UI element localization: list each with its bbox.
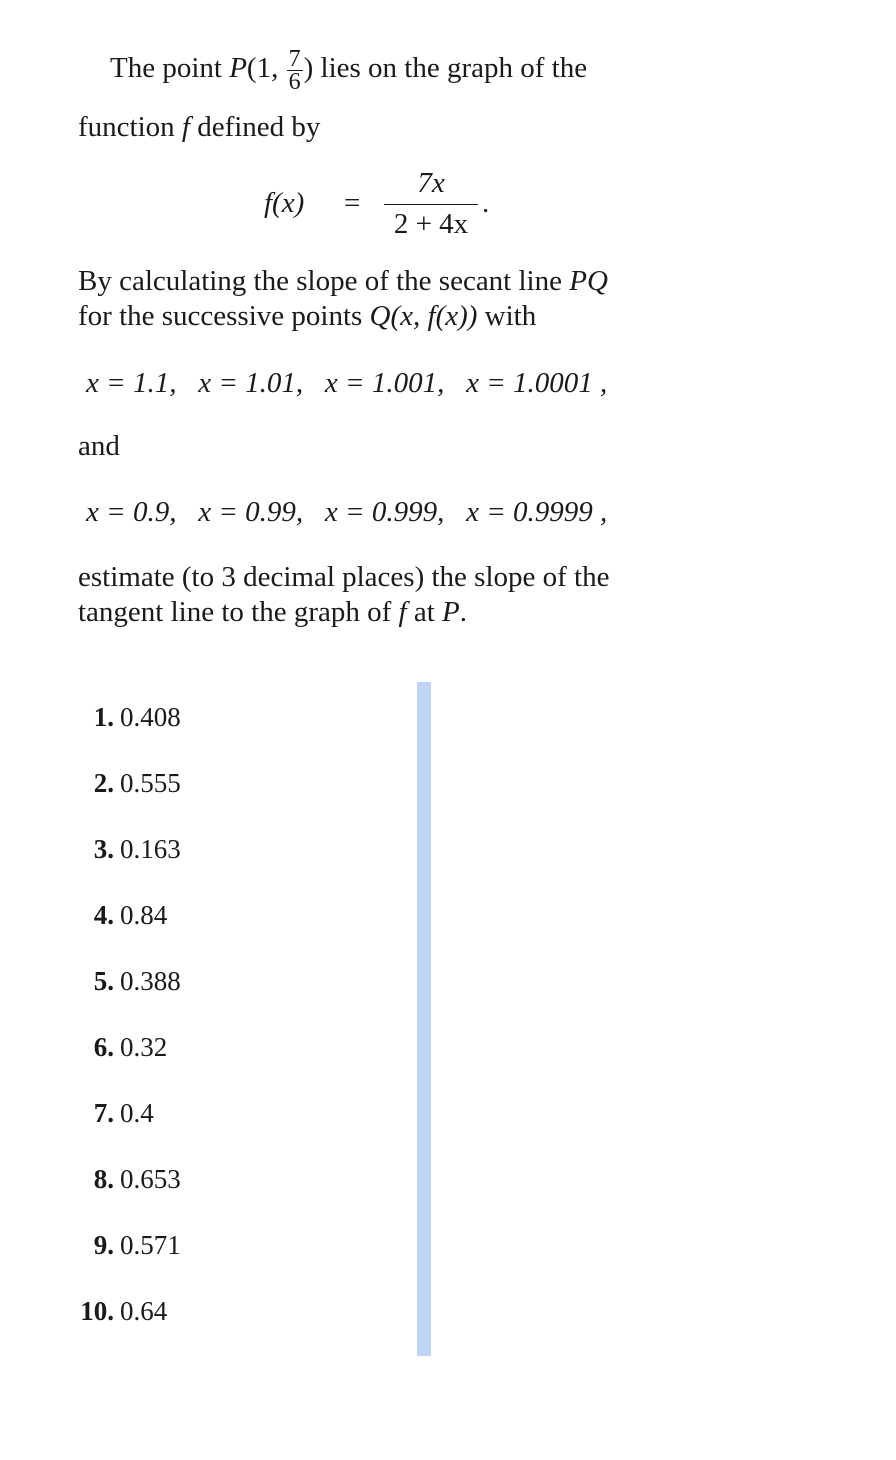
option-value: 0.408 xyxy=(120,702,181,732)
conclusion-at: at xyxy=(413,596,435,628)
answer-option-10[interactable] xyxy=(68,1296,167,1327)
answer-option-3[interactable] xyxy=(68,834,181,865)
option-value: 0.64 xyxy=(120,1296,168,1326)
secant-with: with xyxy=(484,300,537,332)
secant-pq: PQ xyxy=(569,265,608,297)
fraction-numerator: 7 xyxy=(288,46,301,72)
option-value: 0.4 xyxy=(120,1098,154,1128)
conclusion-f: f xyxy=(398,596,407,628)
answer-option-8[interactable] xyxy=(68,1164,181,1195)
option-value: 0.653 xyxy=(120,1164,181,1194)
x-values-above: x = 1.1, x = 1.01, x = 1.001, x = 1.0001 , xyxy=(86,367,608,399)
point-close: ) xyxy=(303,52,314,85)
option-number: 9. xyxy=(93,1230,114,1260)
point-label: P xyxy=(229,52,247,85)
answer-option-1[interactable] xyxy=(68,702,181,733)
option-number: 5. xyxy=(93,966,114,996)
secant-line-2 xyxy=(78,299,536,333)
definition-denominator: 2 + 4x xyxy=(393,208,469,240)
intro-post: lies on the graph of the xyxy=(320,52,588,85)
option-number: 6. xyxy=(93,1032,114,1062)
option-number: 7. xyxy=(93,1098,114,1128)
definition-numerator: 7x xyxy=(384,166,478,205)
conclusion-line-1: estimate (to 3 decimal places) the slope of the xyxy=(78,561,610,593)
definition-period: . xyxy=(482,187,490,219)
secant-text-1: By calculating the slope of the secant line xyxy=(78,265,562,297)
answer-option-4[interactable] xyxy=(68,900,167,931)
option-number: 3. xyxy=(93,834,114,864)
definition-equals: = xyxy=(344,187,361,219)
definition-fraction xyxy=(384,166,478,243)
option-number: 2. xyxy=(93,768,114,798)
intro-pre: The point xyxy=(110,52,222,85)
option-value: 0.84 xyxy=(120,900,168,930)
and-text: and xyxy=(78,430,120,462)
answer-option-9[interactable] xyxy=(68,1230,181,1261)
point-y-fraction xyxy=(287,48,303,93)
option-value: 0.571 xyxy=(120,1230,181,1260)
function-symbol: f xyxy=(181,111,190,143)
answer-option-5[interactable] xyxy=(68,966,181,997)
option-value: 0.388 xyxy=(120,966,181,996)
intro-line-2 xyxy=(78,110,320,144)
option-number: 1. xyxy=(93,702,114,732)
option-number: 8. xyxy=(93,1164,114,1194)
fraction-denominator: 6 xyxy=(288,69,301,95)
option-value: 0.555 xyxy=(120,768,181,798)
answer-option-6[interactable] xyxy=(68,1032,167,1063)
answer-option-2[interactable] xyxy=(68,768,181,799)
x-values-below: x = 0.9, x = 0.99, x = 0.999, x = 0.9999 , xyxy=(86,496,608,528)
option-value: 0.163 xyxy=(120,834,181,864)
intro-line-1 xyxy=(110,48,587,93)
secant-line-1 xyxy=(78,264,608,298)
option-number: 4. xyxy=(93,900,114,930)
conclusion-text: tangent line to the graph of xyxy=(78,596,392,628)
option-value: 0.32 xyxy=(120,1032,168,1062)
column-divider-bar xyxy=(417,682,431,1356)
conclusion-period: . xyxy=(459,596,467,628)
intro-line2-pre: function xyxy=(78,111,175,143)
conclusion-line-2 xyxy=(78,595,467,629)
conclusion-p: P xyxy=(442,596,460,628)
secant-q-point: Q(x, f(x)) xyxy=(369,300,478,332)
point-open: (1, xyxy=(246,52,279,85)
option-number: 10. xyxy=(80,1296,114,1326)
secant-text-2: for the successive points xyxy=(78,300,363,332)
definition-lhs: f(x) xyxy=(264,187,305,219)
answer-option-7[interactable] xyxy=(68,1098,154,1129)
intro-line2-post: defined by xyxy=(197,111,321,143)
